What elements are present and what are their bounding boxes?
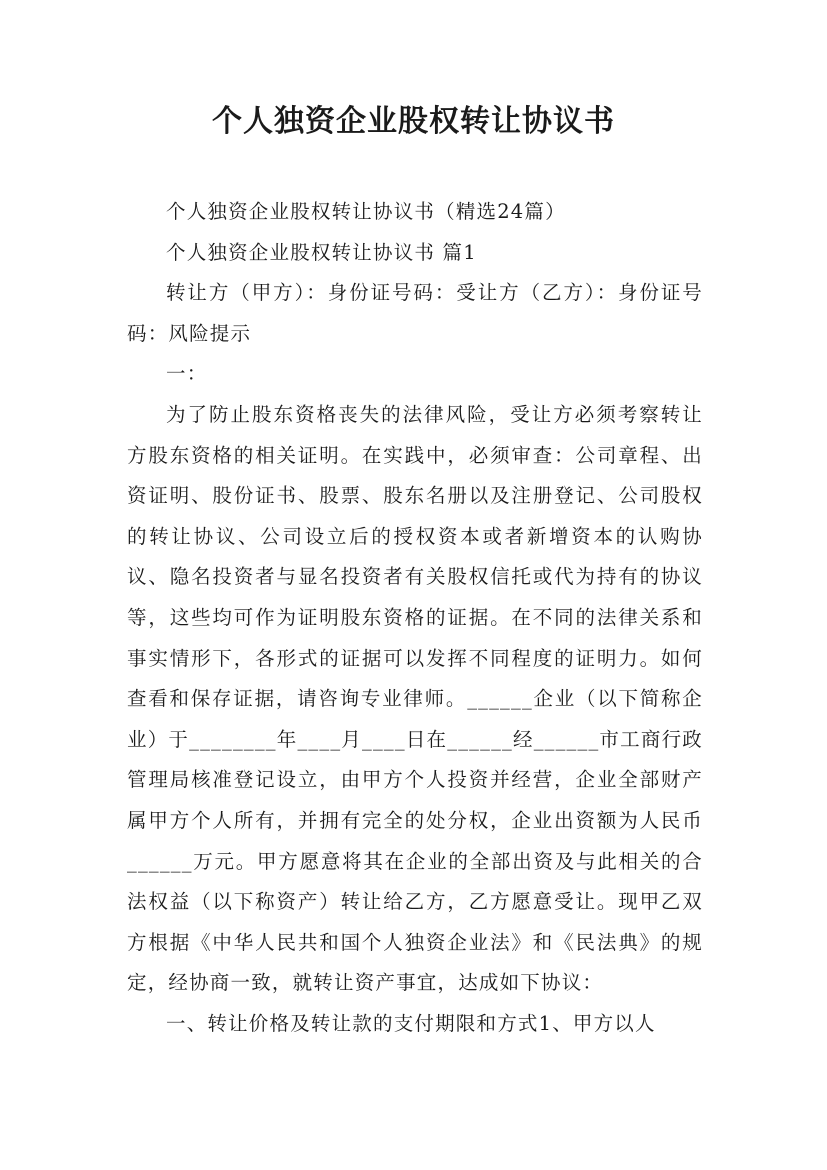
- paragraph-main-text: 为了防止股东资格丧失的法律风险，受让方必须考察转让方股东资格的相关证明。在实践中，必须审查：公司章程、出资证明、股份证书、股票、股东名册以及注册登记、公司股权的转让协议、公司设立后的授权资本或者新增资本的认购协议、隐名投资者与显名投资者有关股权信托或代为持有的协议等，这些均可作为证明股东资格的证据。在不同的法律关系和事实情形下，各形式的证据可以发挥不同程度的证明力。如何查看和保存证据，请咨询专业律师。______企业（以下简称企业）于________年____月____日在______经______市工商行政管理局核准登记设立，由甲方个人投资并经营，企业全部财产属甲方个人所有，并拥有完全的处分权，企业出资额为人民币______万元。甲方愿意将其在企业的全部出资及与此相关的合法权益（以下称资产）转让给乙方，乙方愿意受让。现甲乙双方根据《中华人民共和国个人独资企业法》和《民法典》的规定，经协商一致，就转让资产事宜，达成如下协议：: [127, 402, 703, 995]
- paragraph-subtitle: 个人独资企业股权转让协议书（精选24篇）: [166, 200, 566, 223]
- document-body: [127, 192, 703, 1044]
- document-title: 个人独资企业股权转让协议书: [212, 104, 615, 139]
- paragraph-parties: 转让方（甲方）：身份证号码：受让方（乙方）：身份证号码：风险提示: [127, 281, 703, 345]
- paragraph-risk-number: 一：: [166, 362, 208, 386]
- paragraph-section-heading: 个人独资企业股权转让协议书 篇1: [166, 240, 477, 264]
- paragraph-clause-one: 一、转让价格及转让款的支付期限和方式1、甲方以人: [166, 1011, 656, 1035]
